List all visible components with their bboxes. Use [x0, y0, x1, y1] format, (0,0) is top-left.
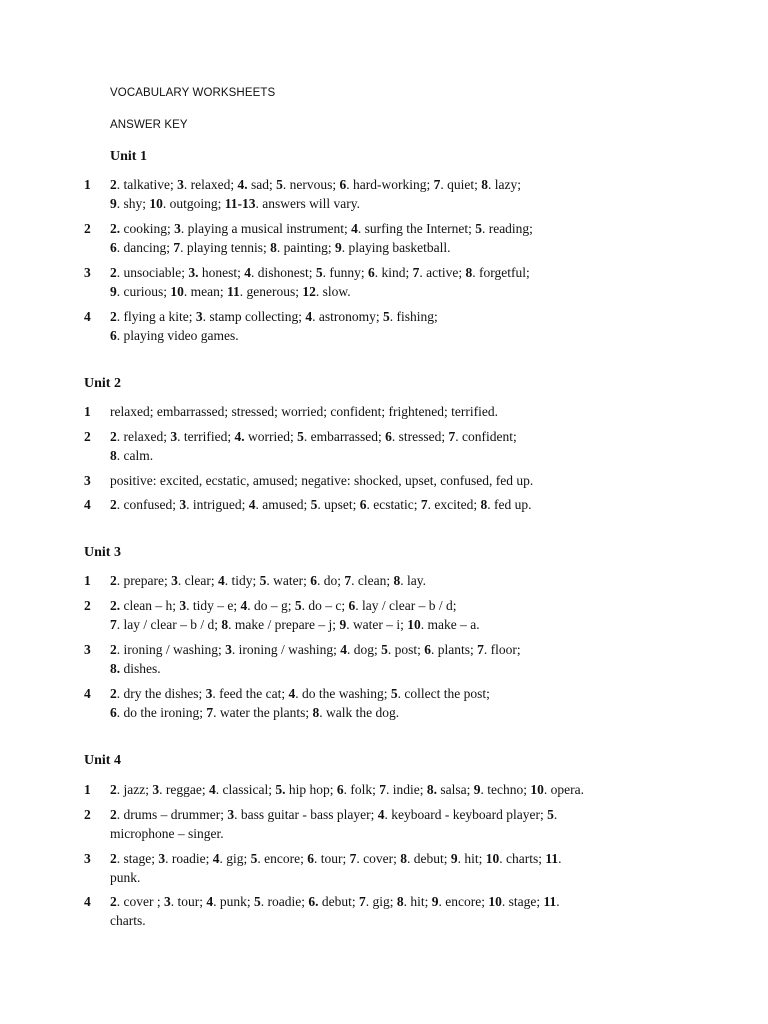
- exercise-answer-text: [110, 684, 490, 722]
- answer-line: 6. do the ironing; 7. water the plants; 8. walk the dog.: [110, 705, 400, 720]
- exercise-answer-text: [110, 471, 533, 490]
- exercise-answer-text: [110, 892, 560, 930]
- answer-line: punk.: [110, 870, 141, 885]
- answer-line: microphone – singer.: [110, 826, 224, 841]
- answer-line: 2. talkative; 3. relaxed; 4. sad; 5. nervous; 6. hard-working; 7. quiet; 8. lazy;: [110, 177, 521, 192]
- document-title: VOCABULARY WORKSHEETS: [110, 87, 276, 99]
- exercise-number: 2: [84, 807, 91, 822]
- exercise-number: 4: [84, 686, 91, 701]
- answer-line: 2. cooking; 3. playing a musical instrument; 4. surfing the Internet; 5. reading;: [110, 221, 533, 236]
- answer-line: 2. dry the dishes; 3. feed the cat; 4. do the washing; 5. collect the post;: [110, 686, 490, 701]
- exercise-answer-text: [110, 571, 426, 590]
- unit-heading: Unit 3: [84, 545, 121, 560]
- exercise-number: 1: [84, 782, 91, 797]
- answer-line: 6. dancing; 7. playing tennis; 8. painting; 9. playing basketball.: [110, 240, 451, 255]
- answer-line: 2. stage; 3. roadie; 4. gig; 5. encore; 6. tour; 7. cover; 8. debut; 9. hit; 10. charts; 11.: [110, 851, 562, 866]
- exercise-number: 3: [84, 851, 91, 866]
- exercise-number: 2: [84, 598, 91, 613]
- answer-line: 2. prepare; 3. clear; 4. tidy; 5. water; 6. do; 7. clean; 8. lay.: [110, 573, 426, 588]
- exercise-number: 4: [84, 309, 91, 324]
- answer-line: 7. lay / clear – b / d; 8. make / prepare – j; 9. water – i; 10. make – a.: [110, 617, 480, 632]
- exercise-answer-text: [110, 849, 562, 887]
- exercise-number: 2: [84, 221, 91, 236]
- answer-line: 9. curious; 10. mean; 11. generous; 12. slow.: [110, 284, 351, 299]
- answer-line: 2. jazz; 3. reggae; 4. classical; 5. hip hop; 6. folk; 7. indie; 8. salsa; 9. techno; 10. opera.: [110, 782, 584, 797]
- answer-line: 2. drums – drummer; 3. bass guitar - bass player; 4. keyboard - keyboard player; 5.: [110, 807, 558, 822]
- answer-line: 6. playing video games.: [110, 328, 239, 343]
- answer-line: 2. confused; 3. intrigued; 4. amused; 5. upset; 6. ecstatic; 7. excited; 8. fed up.: [110, 497, 532, 512]
- answer-line: 2. clean – h; 3. tidy – e; 4. do – g; 5. do – c; 6. lay / clear – b / d;: [110, 598, 457, 613]
- exercise-answer-text: [110, 307, 438, 345]
- exercise-answer-text: [110, 805, 557, 843]
- answer-line: charts.: [110, 913, 146, 928]
- exercise-number: 3: [84, 642, 91, 657]
- unit-heading: Unit 2: [84, 376, 121, 391]
- exercise-number: 2: [84, 429, 91, 444]
- exercise-number: 1: [84, 404, 91, 419]
- exercise-answer-text: [110, 495, 531, 514]
- exercise-answer-text: [110, 219, 533, 257]
- document-subtitle: ANSWER KEY: [110, 119, 188, 131]
- answer-line: 2. ironing / washing; 3. ironing / washing; 4. dog; 5. post; 6. plants; 7. floor;: [110, 642, 521, 657]
- exercise-answer-text: [110, 780, 584, 799]
- exercise-answer-text: [110, 175, 521, 213]
- exercise-number: 3: [84, 473, 91, 488]
- answer-line: 8. calm.: [110, 448, 154, 463]
- answer-line: positive: excited, ecstatic, amused; negative: shocked, upset, confused, fed up.: [110, 473, 534, 488]
- exercise-answer-text: [110, 596, 480, 634]
- exercise-number: 1: [84, 177, 91, 192]
- unit-heading: Unit 1: [110, 149, 147, 164]
- answer-line: 2. relaxed; 3. terrified; 4. worried; 5. embarrassed; 6. stressed; 7. confident;: [110, 429, 517, 444]
- exercise-answer-text: [110, 640, 521, 678]
- exercise-number: 4: [84, 497, 91, 512]
- exercise-number: 3: [84, 265, 91, 280]
- unit-heading: Unit 4: [84, 753, 121, 768]
- answer-line: 8. dishes.: [110, 661, 161, 676]
- answer-line: 2. flying a kite; 3. stamp collecting; 4. astronomy; 5. fishing;: [110, 309, 438, 324]
- exercise-number: 4: [84, 894, 91, 909]
- answer-line: 2. cover ; 3. tour; 4. punk; 5. roadie; 6. debut; 7. gig; 8. hit; 9. encore; 10. stage; 11.: [110, 894, 560, 909]
- answer-line: relaxed; embarrassed; stressed; worried; confident; frightened; terrified.: [110, 404, 498, 419]
- answer-line: 9. shy; 10. outgoing; 11-13. answers will vary.: [110, 196, 361, 211]
- exercise-number: 1: [84, 573, 91, 588]
- exercise-answer-text: [110, 427, 517, 465]
- answer-line: 2. unsociable; 3. honest; 4. dishonest; 5. funny; 6. kind; 7. active; 8. forgetful;: [110, 265, 530, 280]
- exercise-answer-text: [110, 402, 498, 421]
- exercise-answer-text: [110, 263, 530, 301]
